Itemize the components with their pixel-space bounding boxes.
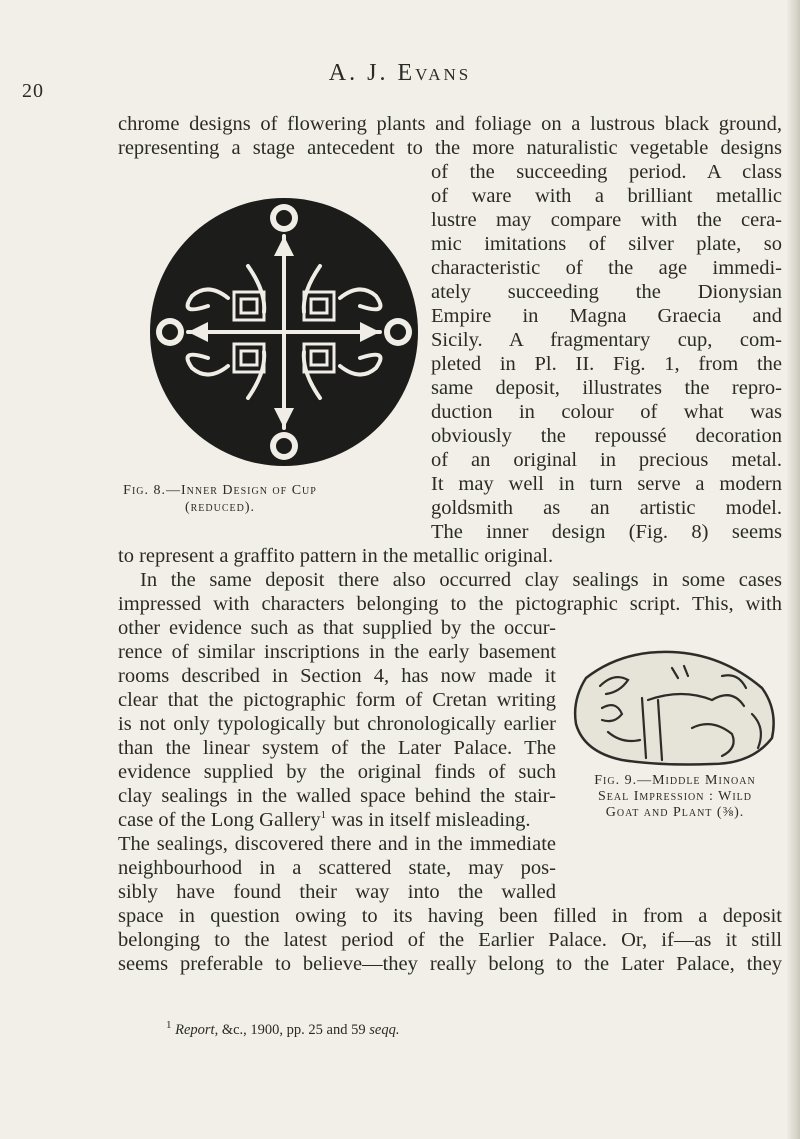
- body-line-part: was in itself misleading.: [331, 809, 531, 831]
- body-line: other evidence such as that supplied by the occur-: [118, 617, 556, 639]
- body-line: duction in colour of what was: [431, 401, 782, 423]
- body-line: space in question owing to its having been filled in from a deposit: [118, 905, 782, 927]
- body-line: clay sealings in the walled space behind the stair-: [118, 785, 556, 807]
- footnote-ref[interactable]: 1: [320, 809, 327, 822]
- footnote-text: , &c., 1900, pp. 25 and 59: [214, 1022, 366, 1038]
- body-line: sibly have found their way into the walled: [118, 881, 556, 903]
- fig9-seal-impression-illustration: [562, 648, 784, 768]
- fig9-caption-line: Seal Impression : Wild: [597, 789, 753, 804]
- body-line: It may well in turn serve a modern: [431, 473, 782, 495]
- body-line: is not only typologically but chronologically earlier: [118, 713, 556, 735]
- footnote-seqq: seqq.: [369, 1022, 400, 1038]
- fig8-caption-line: (reduced).: [184, 500, 256, 515]
- body-line: characteristic of the age immedi-: [431, 257, 782, 279]
- body-line: pleted in Pl. II. Fig. 1, from the: [431, 353, 782, 375]
- body-line: The sealings, discovered there and in the immediate: [118, 833, 556, 855]
- body-line: rence of similar inscriptions in the early basement: [118, 641, 556, 663]
- body-line: representing a stage antecedent to the more naturalistic vegetable designs: [118, 137, 782, 159]
- body-line: goldsmith as an artistic model.: [431, 497, 782, 519]
- fig8-caption-line: Fig. 8.—Inner Design of Cup: [123, 483, 317, 498]
- body-line: same deposit, illustrates the repro-: [431, 377, 782, 399]
- body-line: belonging to the latest period of the Earlier Palace. Or, if—as it still: [118, 929, 782, 951]
- body-line: of an original in precious metal.: [431, 449, 782, 471]
- page-header: [0, 52, 800, 102]
- footnote-title: Report: [175, 1022, 215, 1038]
- body-line: ately succeeding the Dionysian: [431, 281, 782, 303]
- body-line: lustre may compare with the cera-: [431, 209, 782, 231]
- page-edge-shadow: [786, 0, 800, 1139]
- body-line: evidence supplied by the original finds of such: [118, 761, 556, 783]
- body-line: neighbourhood in a scattered state, may pos-: [118, 857, 556, 879]
- body-line-part: case of the Long Gallery: [118, 809, 321, 831]
- body-line: seems preferable to believe—they really belong to the Later Palace, they: [118, 953, 782, 975]
- footnote-marker: 1: [166, 1019, 172, 1032]
- body-line: clear that the pictographic form of Cretan writing: [118, 689, 556, 711]
- fig8-caption: [120, 482, 320, 516]
- page-number: 20: [22, 80, 44, 102]
- body-line: Sicily. A fragmentary cup, com-: [431, 329, 782, 351]
- body-line: impressed with characters belonging to the pictographic script. This, with: [118, 593, 782, 615]
- body-line: of ware with a brilliant metallic: [431, 185, 782, 207]
- fig9-caption: [560, 773, 790, 821]
- fig9-caption-line: Fig. 9.—Middle Minoan: [594, 773, 756, 788]
- body-line: In the same deposit there also occurred clay sealings in some cases: [140, 569, 782, 591]
- body-line-with-note: [118, 808, 531, 832]
- body-line: to represent a graffito pattern in the metallic original.: [118, 545, 554, 567]
- body-line: obviously the repoussé decoration: [431, 425, 782, 447]
- body-line: chrome designs of flowering plants and foliage on a lustrous black ground,: [118, 113, 782, 135]
- body-line: The inner design (Fig. 8) seems: [431, 521, 782, 543]
- body-line: than the linear system of the Later Palace. The: [118, 737, 556, 759]
- body-line: of the succeeding period. A class: [431, 161, 782, 183]
- body-line: rooms described in Section 4, has now made it: [118, 665, 556, 687]
- footnote: [166, 1019, 400, 1039]
- body-line: Empire in Magna Graecia and: [431, 305, 782, 327]
- fig8-cup-design-illustration: [148, 196, 420, 468]
- body-line: mic imitations of silver plate, so: [431, 233, 782, 255]
- running-head: A. J. Evans: [328, 60, 472, 86]
- fig9-caption-line: Goat and Plant (⅜).: [605, 805, 745, 820]
